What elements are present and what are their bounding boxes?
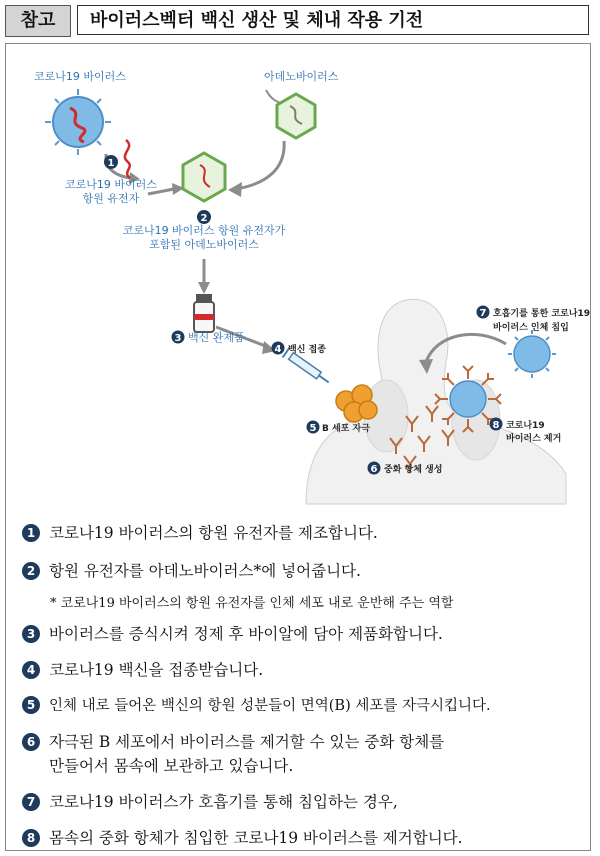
step-item-6-continued [49, 753, 293, 779]
label-step5: B 세포 자극 [322, 424, 370, 434]
entering-virus [508, 330, 556, 378]
step-text: 바이러스를 증식시켜 정제 후 바이알에 담아 제품화합니다. [49, 625, 443, 643]
step-number: 2 [22, 562, 40, 580]
label-covid-virus: 코로나19 바이러스 [34, 70, 126, 83]
label-step8-line1: 코로나19 [506, 421, 545, 431]
covid-virus [45, 89, 111, 155]
footnote: * 코로나19 바이러스의 항원 유전자를 인체 세포 내로 운반해 주는 역할 [50, 596, 454, 611]
adenovirus [277, 94, 315, 138]
step-number: 6 [22, 733, 40, 751]
svg-text:4: 4 [274, 344, 282, 355]
label-step1-line1: 코로나19 바이러스 [65, 178, 157, 191]
step-text: 몸속의 중화 항체가 침입한 코로나19 바이러스를 제거합니다. [49, 829, 463, 847]
step-text: 코로나19 바이러스가 호흡기를 통해 침입하는 경우, [49, 793, 398, 811]
label-step6: 중화 항체 생성 [384, 465, 443, 475]
svg-text:7: 7 [479, 308, 487, 319]
step-number: 8 [22, 829, 40, 847]
svg-text:6: 6 [370, 464, 378, 475]
svg-text:3: 3 [174, 333, 182, 344]
step-item-8 [22, 825, 463, 851]
step-number: 5 [22, 696, 40, 714]
label-step8-line2: 바이러스 제거 [506, 434, 562, 444]
step-item-6 [22, 729, 444, 755]
svg-text:2: 2 [200, 213, 208, 224]
vaccine-vial [194, 294, 214, 332]
page-title: 바이러스벡터 백신 생산 및 체내 작용 기전 [77, 5, 589, 35]
step-text: 코로나19 백신을 접종받습니다. [49, 661, 264, 679]
step-item-7 [22, 789, 398, 815]
step-text: 항원 유전자를 아데노바이러스*에 넣어줍니다. [49, 562, 361, 580]
label-step4: 백신 접종 [288, 345, 326, 355]
label-step3: 백신 완제품 [188, 331, 245, 344]
reference-tag: 참고 [5, 5, 71, 37]
step-item-3 [22, 621, 443, 647]
label-step7-line2: 바이러스 인체 침입 [493, 323, 569, 333]
label-step1-line2: 항원 유전자 [82, 192, 140, 205]
step-item-5 [22, 693, 491, 719]
step-item-2 [22, 558, 361, 584]
antigen-gene [104, 140, 130, 178]
svg-text:5: 5 [309, 423, 317, 434]
header [5, 5, 591, 37]
svg-text:1: 1 [107, 158, 115, 169]
svg-text:8: 8 [492, 420, 500, 431]
arrow-adeno-to-combined [236, 141, 284, 189]
step-number: 7 [22, 793, 40, 811]
step-text: 코로나19 바이러스의 항원 유전자를 제조합니다. [49, 524, 378, 542]
step-text-line1: 자극된 B 세포에서 바이러스를 제거할 수 있는 중화 항체를 [49, 733, 445, 751]
step-item-4 [22, 657, 263, 683]
b-cells [336, 385, 377, 422]
label-adenovirus: 아데노바이러스 [264, 70, 339, 83]
step-item-1 [22, 520, 378, 546]
step-number: 3 [22, 625, 40, 643]
step-text: 인체 내로 들어온 백신의 항원 성분들이 면역(B) 세포를 자극시킵니다. [49, 698, 491, 714]
step-number: 1 [22, 524, 40, 542]
label-step7-line1: 호흡기를 통한 코로나19 [493, 309, 591, 319]
combined-adenovirus [183, 153, 225, 224]
step-text-line2: 만들어서 몸속에 보관하고 있습니다. [49, 757, 294, 775]
label-step2-line1: 코로나19 바이러스 항원 유전자가 [122, 224, 286, 237]
step-number: 4 [22, 661, 40, 679]
label-step2-line2: 포함된 아데노바이러스 [149, 238, 259, 251]
